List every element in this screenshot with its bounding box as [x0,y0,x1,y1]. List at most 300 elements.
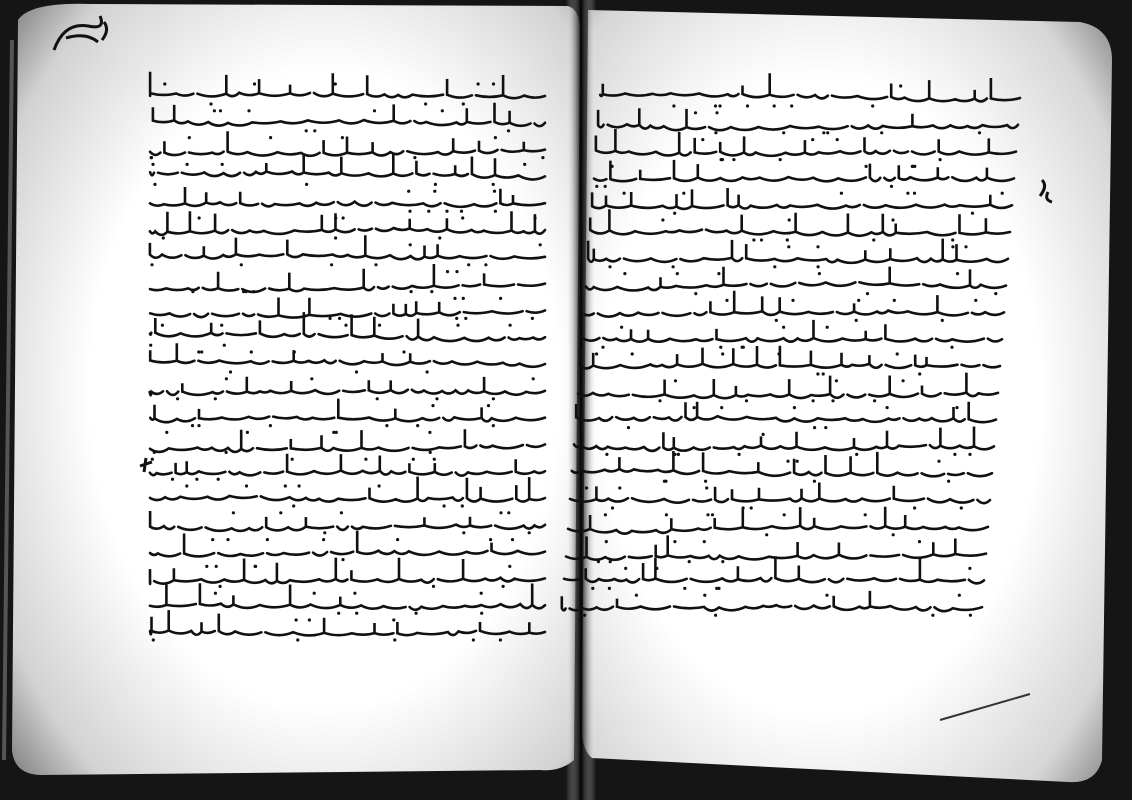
right-diacritic [655,567,658,570]
left-diacritic [246,431,249,434]
right-diacritic [725,299,728,302]
left-diacritic [153,183,156,186]
left-diacritic [445,210,448,213]
right-diacritic [714,614,717,617]
left-diacritic [296,638,299,641]
right-diacritic [620,326,623,329]
left-diacritic [171,478,174,481]
left-diacritic [197,424,200,427]
right-diacritic [605,540,608,543]
right-diacritic [782,131,785,134]
right-diacritic [673,540,676,543]
right-diacritic [971,212,974,215]
left-diacritic [443,504,446,507]
left-diacritic [344,324,347,327]
left-diacritic [310,377,313,380]
left-diacritic [467,263,470,266]
left-diacritic [494,210,497,213]
left-diacritic [165,431,168,434]
left-diacritic [340,511,343,514]
left-diacritic [446,270,449,273]
left-diacritic [499,511,502,514]
left-diacritic [185,484,188,487]
left-diacritic [410,290,413,293]
right-diacritic [964,245,967,248]
right-diacritic [717,272,720,275]
right-diacritic [661,218,664,221]
left-diacritic [284,484,287,487]
right-diacritic [812,399,815,402]
left-diacritic [188,136,191,139]
left-diacritic [342,216,345,219]
left-diacritic [408,210,411,213]
left-diacritic [334,82,337,85]
left-diacritic [219,109,222,112]
left-diacritic [464,317,467,320]
left-diacritic [507,511,510,514]
left-diacritic [305,129,308,132]
left-diacritic [205,565,208,568]
left-diacritic [245,484,248,487]
left-diacritic [292,504,295,507]
right-diacritic [974,299,977,302]
right-diacritic [947,480,950,483]
left-diacritic [480,592,483,595]
right-diacritic [701,138,704,141]
right-diacritic [597,560,600,563]
right-diacritic [813,480,816,483]
right-diacritic [855,319,858,322]
right-diacritic [775,319,778,322]
left-diacritic [402,350,405,353]
left-diacritic [453,297,456,300]
right-diacritic [918,372,921,375]
left-diacritic [416,424,419,427]
right-diacritic [893,299,896,302]
right-diacritic [955,406,958,409]
left-diacritic [441,109,444,112]
left-diacritic [240,263,243,266]
right-diacritic [911,165,914,168]
right-diacritic [665,513,668,516]
right-diacritic [732,158,735,161]
left-diacritic [409,243,412,246]
left-diacritic [509,324,512,327]
right-diacritic [715,587,718,590]
right-diacritic [694,111,697,114]
right-diacritic [994,292,997,295]
left-diacritic [539,243,542,246]
right-diacritic [941,319,944,322]
left-diacritic [335,431,338,434]
right-diacritic [788,218,791,221]
right-diacritic [611,506,614,509]
left-diacritic [492,424,495,427]
left-diacritic [507,129,510,132]
right-diacritic [840,192,843,195]
left-diacritic [430,290,433,293]
right-diacritic [704,480,707,483]
right-diacritic [777,352,780,355]
right-diacritic [866,292,869,295]
left-diacritic [502,585,505,588]
left-diacritic [198,216,201,219]
right-diacritic [672,104,675,107]
left-diacritic [197,350,200,353]
right-diacritic [608,587,611,590]
right-diacritic [693,406,696,409]
left-diacritic [456,324,459,327]
right-diacritic [913,192,916,195]
right-diacritic [937,460,940,463]
right-diacritic [635,594,638,597]
left-diacritic [355,612,358,615]
left-diacritic [415,612,418,615]
left-diacritic [487,404,490,407]
left-diacritic [455,317,458,320]
right-diacritic [880,131,883,134]
left-diacritic [460,210,463,213]
right-diacritic [918,540,921,543]
left-diacritic [480,612,483,615]
left-diacritic [541,156,544,159]
right-diacritic [721,158,724,161]
right-diacritic [705,486,708,489]
right-diacritic [682,192,685,195]
left-diacritic [435,397,438,400]
right-diacritic [714,104,717,107]
left-diacritic [186,163,189,166]
right-diacritic [738,453,741,456]
right-diacritic [786,460,789,463]
right-diacritic [822,131,825,134]
left-diacritic [323,531,326,534]
left-diacritic [215,565,218,568]
left-diacritic [195,478,198,481]
right-diacritic [750,506,753,509]
left-diacritic [433,458,436,461]
right-diacritic [601,346,604,349]
right-diacritic [958,594,961,597]
left-diacritic [393,638,396,641]
right-diacritic [951,238,954,241]
right-diacritic [899,84,902,87]
left-diacritic [214,397,217,400]
left-diacritic [242,290,245,293]
left-diacritic [432,585,435,588]
right-diacritic [913,506,916,509]
right-diacritic [956,272,959,275]
right-diacritic [796,460,799,463]
left-diacritic [472,638,475,641]
right-diacritic [950,346,953,349]
right-diacritic [960,506,963,509]
right-diacritic [826,326,829,329]
right-diacritic [831,399,834,402]
right-diacritic [672,265,675,268]
right-diacritic [857,299,860,302]
left-diacritic [225,377,228,380]
left-diacritic [162,236,165,239]
right-diacritic [719,346,722,349]
right-diacritic [779,158,782,161]
left-diacritic [229,370,232,373]
left-diacritic [150,156,153,159]
left-diacritic [334,236,337,239]
right-diacritic [631,352,634,355]
left-diacritic [254,565,257,568]
right-diacritic [892,533,895,536]
right-diacritic [706,513,709,516]
right-diacritic [604,185,607,188]
right-diacritic [811,138,814,141]
left-diacritic [161,324,164,327]
left-diacritic [279,511,282,514]
right-diacritic [688,560,691,563]
left-diacritic [305,183,308,186]
right-diacritic [855,453,858,456]
left-diacritic [392,618,395,621]
right-diacritic [674,379,677,382]
left-diacritic [329,317,332,320]
left-diacritic [353,592,356,595]
left-diacritic [213,109,216,112]
left-diacritic [532,377,535,380]
right-diacritic [752,238,755,241]
right-diacritic [714,131,717,134]
right-diacritic [782,326,785,329]
left-diacritic [499,297,502,300]
right-diacritic [825,594,828,597]
right-diacritic [721,352,724,355]
left-diacritic [429,451,432,454]
right-diacritic [906,192,909,195]
right-diacritic [673,212,676,215]
left-diacritic [523,163,526,166]
left-diacritic [341,136,344,139]
left-diacritic [330,263,333,266]
left-diacritic [225,451,228,454]
left-diacritic [221,163,224,166]
left-diacritic [191,290,194,293]
right-diacritic [968,453,971,456]
right-diacritic [786,238,789,241]
right-diacritic [787,245,790,248]
right-diacritic [891,218,894,221]
right-diacritic [865,165,868,168]
right-diacritic [969,614,972,617]
right-diacritic [703,540,706,543]
left-diacritic [412,458,415,461]
left-diacritic [322,538,325,541]
right-diacritic [816,372,819,375]
left-diacritic [252,290,255,293]
left-diacritic [247,109,250,112]
right-diacritic [968,567,971,570]
left-diacritic [373,109,376,112]
left-diacritic [378,484,381,487]
left-diacritic [376,397,379,400]
left-diacritic [219,585,222,588]
right-diacritic [793,406,796,409]
right-diacritic [886,406,889,409]
right-diacritic [611,165,614,168]
right-diacritic [951,245,954,248]
right-diacritic [791,299,794,302]
left-diacritic [217,478,220,481]
right-diacritic [585,486,588,489]
right-diacritic [826,131,829,134]
left-diacritic [492,82,495,85]
left-diacritic [424,102,427,105]
right-diacritic [835,379,838,382]
gutter [566,0,596,800]
left-diacritic [209,102,212,105]
right-diacritic [605,453,608,456]
left-diacritic [434,183,437,186]
left-diacritic [438,236,441,239]
right-diacritic [623,272,626,275]
right-diacritic [624,567,627,570]
left-diacritic [152,638,155,641]
left-diacritic [151,458,154,461]
left-diacritic [431,404,434,407]
left-diacritic [396,538,399,541]
right-diacritic [721,560,724,563]
right-diacritic [813,426,816,429]
left-diacritic [338,317,341,320]
left-diacritic [269,136,272,139]
left-diacritic [492,397,495,400]
left-diacritic [489,538,492,541]
left-diacritic [364,458,367,461]
left-diacritic [433,190,436,193]
left-diacritic [531,317,534,320]
left-diacritic [253,82,256,85]
left-diacritic [308,618,311,621]
left-diacritic [341,558,344,561]
right-diacritic [746,104,749,107]
left-diacritic [191,424,194,427]
left-diacritic [511,538,514,541]
right-diacritic [608,265,611,268]
left-diacritic [528,531,531,534]
right-diacritic [604,513,607,516]
left-diacritic [493,190,496,193]
right-diacritic [836,138,839,141]
right-diacritic [623,192,626,195]
right-diacritic [822,372,825,375]
right-diacritic [718,104,721,107]
left-diacritic [176,397,179,400]
left-diacritic [291,458,294,461]
right-diacritic [824,426,827,429]
left-diacritic [151,163,154,166]
right-diacritic [677,453,680,456]
left-diacritic [214,592,217,595]
left-diacritic [153,451,156,454]
left-diacritic [295,618,298,621]
right-diacritic [773,265,776,268]
right-diacritic [871,104,874,107]
right-diacritic [864,513,867,516]
left-diacritic [385,424,388,427]
left-diacritic [232,511,235,514]
right-diacritic [627,426,630,429]
right-diacritic [873,399,876,402]
left-diacritic [461,504,464,507]
left-diacritic [337,612,340,615]
left-diacritic [494,136,497,139]
left-diacritic [462,102,465,105]
right-diacritic [658,399,661,402]
right-diacritic [765,533,768,536]
right-diacritic [683,587,686,590]
left-diacritic [150,263,153,266]
right-diacritic [760,238,763,241]
right-diacritic [817,265,820,268]
left-diacritic [462,297,465,300]
left-diacritic [200,350,203,353]
left-diacritic [508,565,511,568]
left-diacritic [427,210,430,213]
left-diacritic [378,324,381,327]
left-diacritic [334,216,337,219]
right-diacritic [818,272,821,275]
right-diacritic [953,453,956,456]
left-diacritic [455,270,458,273]
right-diacritic [890,185,893,188]
left-diacritic [426,370,429,373]
left-diacritic [355,370,358,373]
left-diacritic [428,431,431,434]
right-diacritic [978,131,981,134]
right-diacritic [762,433,765,436]
right-diacritic [715,111,718,114]
right-diacritic [1001,192,1004,195]
right-diacritic [694,292,697,295]
right-diacritic [790,104,793,107]
left-diacritic [533,216,536,219]
left-diacritic [461,216,464,219]
left-diacritic [266,538,269,541]
right-diacritic [720,406,723,409]
left-diacritic [149,344,152,347]
left-diacritic [407,190,410,193]
left-diacritic [313,129,316,132]
left-diacritic [226,538,229,541]
right-diacritic [703,594,706,597]
right-diacritic [591,587,594,590]
right-diacritic [902,379,905,382]
left-diacritic [477,82,480,85]
right-diacritic [745,399,748,402]
left-diacritic [223,344,226,347]
right-diacritic [609,560,612,563]
right-diacritic [741,346,744,349]
left-diacritic [163,82,166,85]
right-diacritic [595,352,598,355]
left-diacritic [250,350,253,353]
left-diacritic [462,531,465,534]
right-diacritic [663,480,666,483]
left-diacritic [293,350,296,353]
right-diacritic [783,513,786,516]
left-diacritic [374,263,377,266]
right-diacritic [618,486,621,489]
left-diacritic [211,538,214,541]
left-diacritic [492,183,495,186]
